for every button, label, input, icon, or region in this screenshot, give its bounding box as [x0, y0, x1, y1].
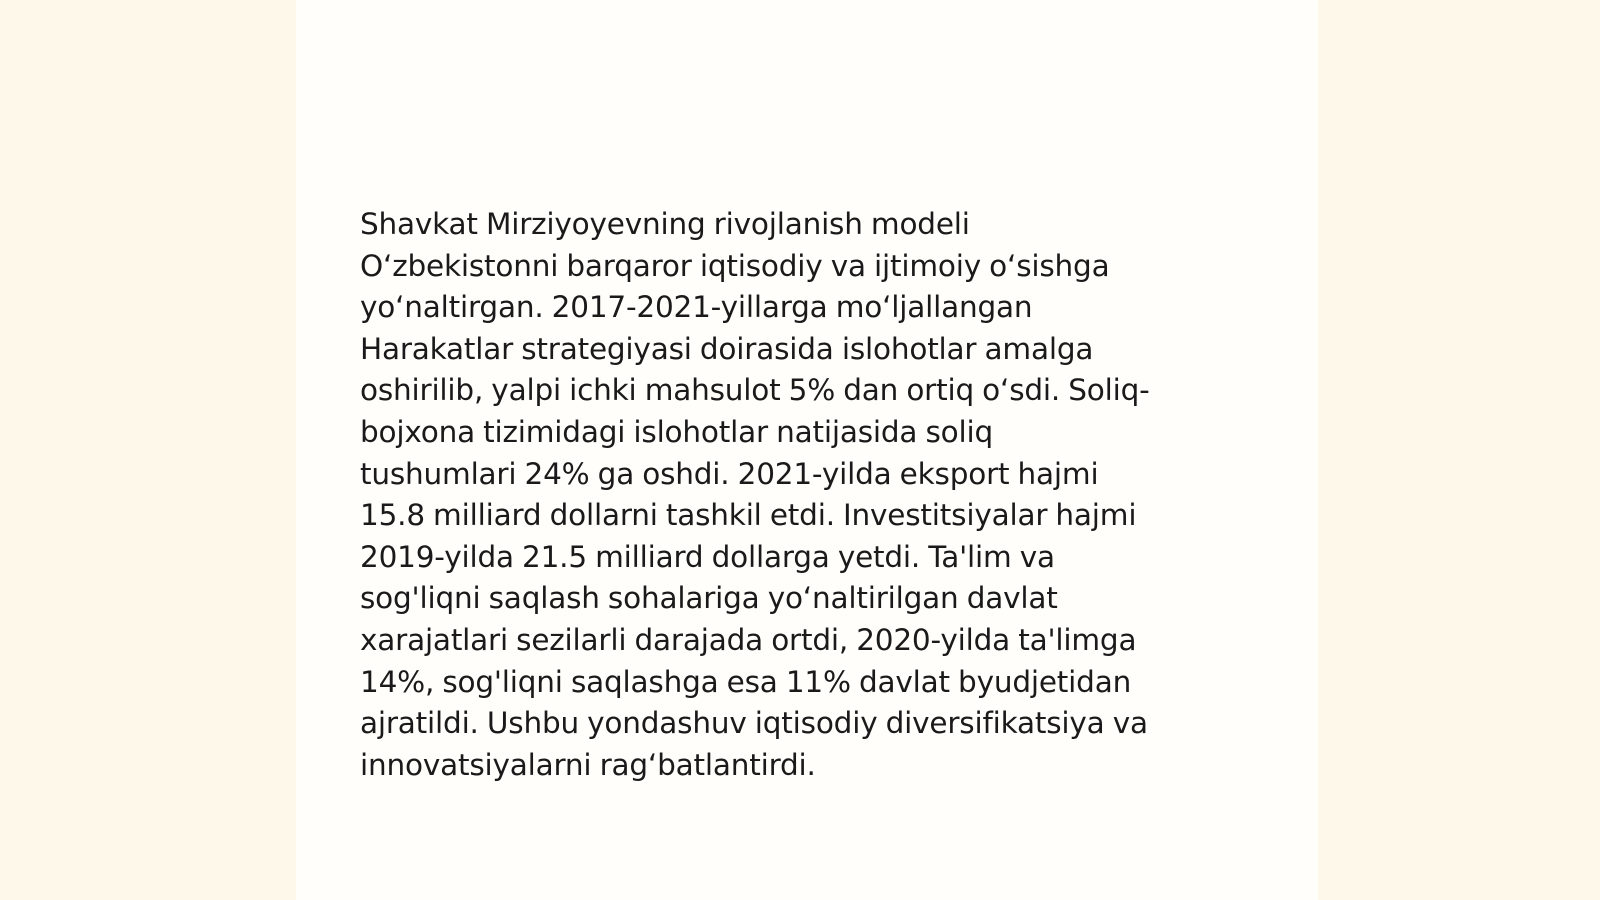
paragraph-line: ajratildi. Ushbu yondashuv iqtisodiy diversifikatsiya va: [360, 706, 1148, 741]
paragraph-line: xarajatlari sezilarli darajada ortdi, 2020-yilda ta'limga: [360, 622, 1137, 657]
paragraph-line: innovatsiyalarni rag‘batlantirdi.: [360, 747, 816, 782]
paragraph-line: O‘zbekistonni barqaror iqtisodiy va ijtimoiy o‘sishga: [360, 248, 1110, 283]
paragraph-line: yo‘naltirgan. 2017-2021-yillarga mo‘ljallangan: [360, 290, 1033, 325]
body-paragraph: [360, 204, 1260, 786]
paragraph-line: Shavkat Mirziyoyevning rivojlanish modeli: [360, 207, 970, 241]
paragraph-line: 14%, sog'liqni saqlashga esa 11% davlat byudjetidan: [360, 664, 1132, 699]
paragraph-line: Harakatlar strategiyasi doirasida islohotlar amalga: [360, 331, 1094, 366]
paragraph-line: 2019-yilda 21.5 milliard dollarga yetdi. Ta'lim va: [360, 539, 1055, 574]
paragraph-line: tushumlari 24% ga oshdi. 2021-yilda eksport hajmi: [360, 456, 1099, 491]
paragraph-line: bojxona tizimidagi islohotlar natijasida soliq: [360, 414, 993, 449]
paragraph-line: oshirilib, yalpi ichki mahsulot 5% dan ortiq o‘sdi. Soliq-: [360, 373, 1150, 408]
text-panel: [296, 0, 1318, 900]
paragraph-line: 15.8 milliard dollarni tashkil etdi. Investitsiyalar hajmi: [360, 498, 1137, 533]
paragraph-line: sog'liqni saqlash sohalariga yo‘naltirilgan davlat: [360, 581, 1058, 616]
